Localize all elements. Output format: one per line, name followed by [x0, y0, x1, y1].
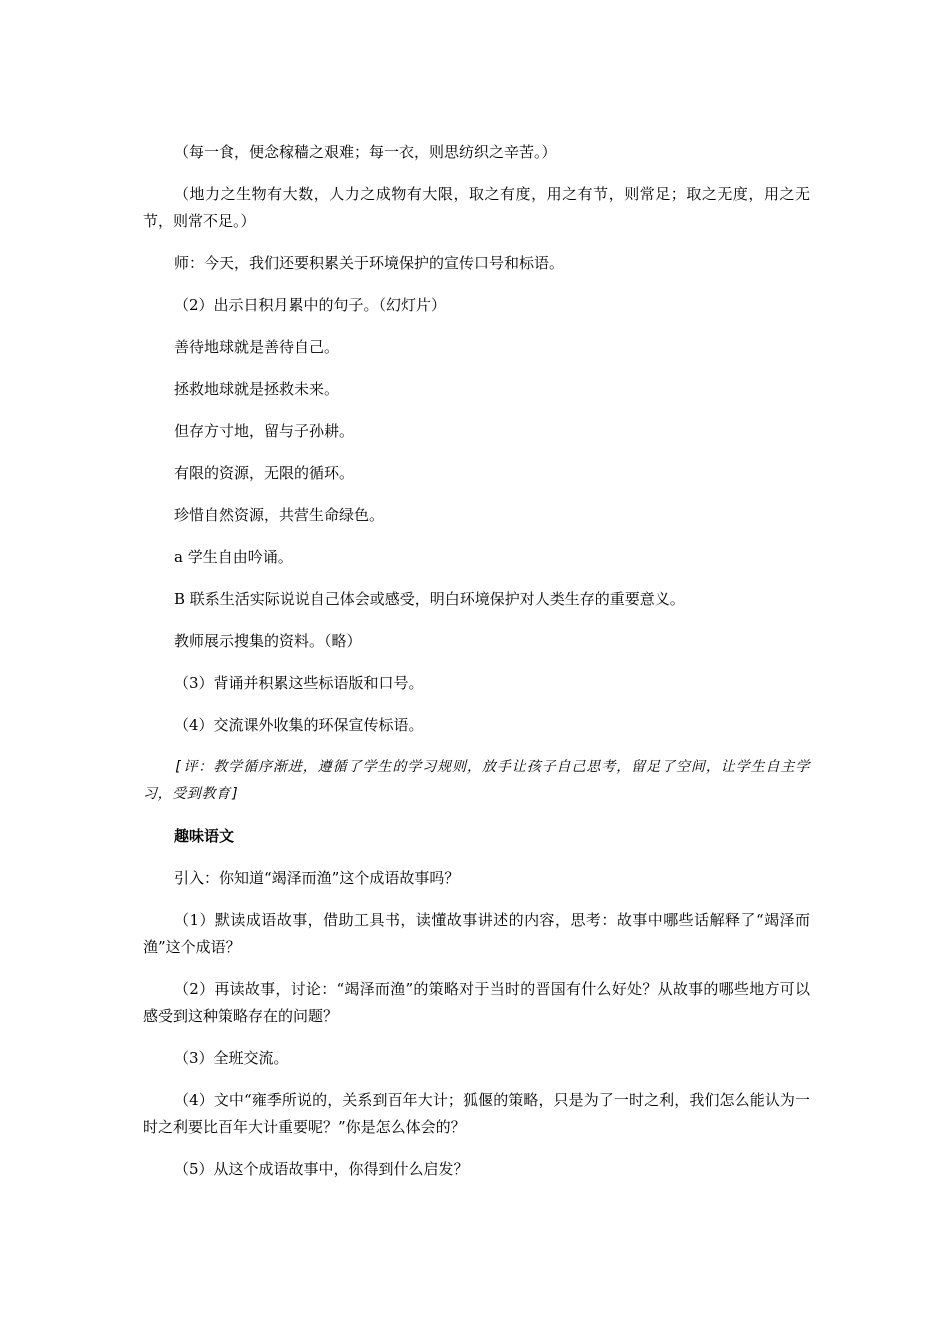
- paragraph-activity-b: B 联系生活实际说说自己体会或感受，明白环境保护对人类生存的重要意义。: [174, 590, 685, 608]
- paragraph-evaluation-comment: [评：教学循序渐进，遵循了学生的学习规则，放手让孩子自己思考，留足了空间，让学生自主学习，受到教育]: [143, 759, 810, 802]
- paragraph-slogan-5: 珍惜自然资源，共营生命绿色。: [174, 506, 385, 524]
- paragraph-slogan-2: 拯救地球就是拯救未来。: [174, 380, 340, 398]
- paragraph-teacher-materials: 教师展示搜集的资料。（略）: [174, 632, 362, 650]
- paragraph-quote-food-clothing: （每一食，便念稼穑之艰难；每一衣，则思纺织之辛苦。）: [174, 143, 557, 161]
- paragraph-step-3: （3）背诵并积累这些标语版和口号。: [174, 674, 424, 692]
- paragraph-step-4: （4）交流课外收集的环保宣传标语。: [174, 716, 424, 734]
- document-body: [143, 139, 810, 1198]
- paragraph-teacher-intro: 师：今天，我们还要积累关于环境保护的宣传口号和标语。: [174, 254, 565, 272]
- paragraph-quote-resources: （地力之生物有大数，人力之成物有大限，取之有度，用之有节，则常足；取之无度，用之无节，则常不足。）: [143, 185, 810, 230]
- paragraph-activity-a: a 学生自由吟诵。: [174, 548, 293, 566]
- paragraph-story-step-5: （5）从这个成语故事中，你得到什么启发？: [174, 1160, 469, 1178]
- paragraph-story-step-1: （1）默读成语故事，借助工具书，读懂故事讲述的内容，思考：故事中哪些话解释了“竭泽而渔”这个成语？: [143, 911, 810, 956]
- paragraph-story-step-4: （4）文中“雍季所说的，关系到百年大计；狐偃的策略，只是为了一时之利，我们怎么能认为一时之利要比百年大计重要呢？”你是怎么体会的？: [143, 1091, 810, 1136]
- section-heading: 趣味语文: [174, 827, 235, 845]
- paragraph-slogan-1: 善待地球就是善待自己。: [174, 338, 340, 356]
- paragraph-story-intro: 引入：你知道“竭泽而渔”这个成语故事吗？: [174, 869, 460, 887]
- paragraph-slogan-3: 但存方寸地，留与子孙耕。: [174, 422, 355, 440]
- paragraph-step-2: （2）出示日积月累中的句子。（幻灯片）: [174, 296, 447, 314]
- paragraph-story-step-2: （2）再读故事，讨论：“竭泽而渔”的策略对于当时的晋国有什么好处？从故事的哪些地方可以感受到这种策略存在的问题？: [143, 980, 810, 1025]
- paragraph-slogan-4: 有限的资源，无限的循环。: [174, 464, 355, 482]
- paragraph-story-step-3: （3）全班交流。: [174, 1049, 289, 1067]
